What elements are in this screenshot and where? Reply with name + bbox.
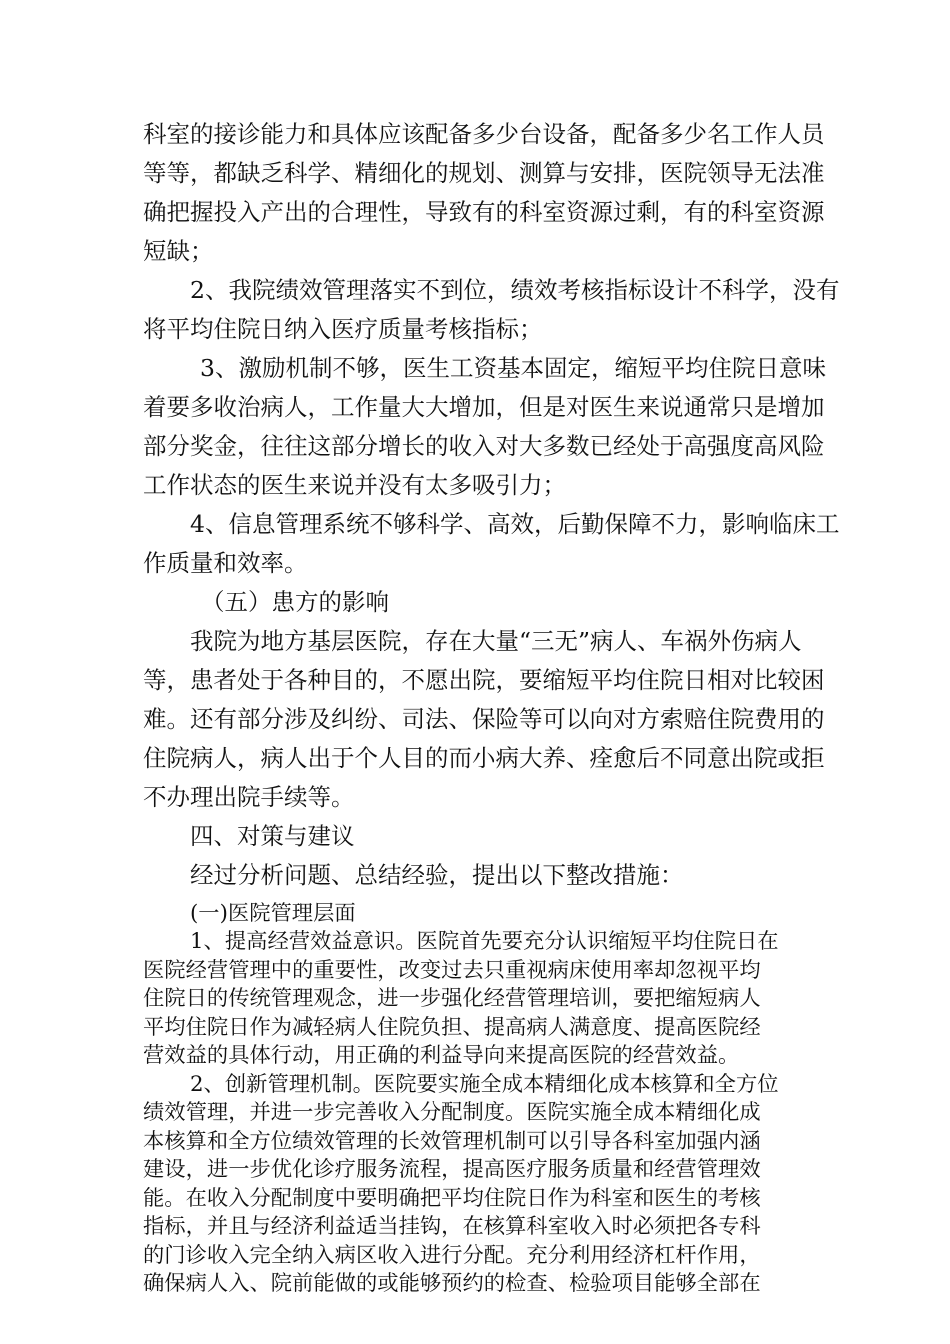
text-line: 确保病人入、院前能做的或能够预约的检查、检验项目能够全部在 [143,1271,761,1296]
text-line: 经过分析问题、总结经验，提出以下整改措施： [190,861,684,889]
text-line: 的门诊收入完全纳入病区收入进行分配。充分利用经济杠杆作用， [143,1243,761,1268]
text-line: 工作状态的医生来说并没有太多吸引力； [143,471,566,499]
text-line: 能。在收入分配制度中要明确把平均住院日作为科室和医生的考核 [143,1186,761,1211]
text-line: 短缺； [143,237,214,265]
text-line: 部分奖金，往往这部分增长的收入对大多数已经处于高强度高风险 [143,432,825,460]
text-line: 住院病人，病人出于个人目的而小病大养、痊愈后不同意出院或拒 [143,744,825,772]
text-line: 等，患者处于各种目的，不愿出院，要缩短平均住院日相对比较困 [143,666,825,694]
text-line: 指标，并且与经济利益适当挂钩，在核算科室收入时必须把各专科 [143,1214,761,1239]
text-line: 确把握投入产出的合理性，导致有的科室资源过剩，有的科室资源 [143,198,825,226]
section-heading: （五）患方的影响 [201,588,389,616]
text-line: 不办理出院手续等。 [143,783,355,811]
text-line: 平均住院日作为减轻病人住院负担、提高病人满意度、提高医院经 [143,1015,761,1040]
text-line: 营效益的具体行动，用正确的利益导向来提高医院的经营效益。 [143,1043,740,1068]
text-line: 4、信息管理系统不够科学、高效，后勤保障不力，影响临床工 [190,510,840,538]
subsection-heading: (一)医院管理层面 [190,901,356,926]
text-line: 2、创新管理机制。医院要实施全成本精细化成本核算和全方位 [190,1072,779,1097]
text-line: 等等，都缺乏科学、精细化的规划、测算与安排，医院领导无法准 [143,159,825,187]
text-line: 3、激励机制不够，医生工资基本固定，缩短平均住院日意味 [200,354,826,382]
text-line: 难。还有部分涉及纠纷、司法、保险等可以向对方索赔住院费用的 [143,705,825,733]
text-line: 医院经营管理中的重要性，改变过去只重视病床使用率却忽视平均 [143,958,761,983]
text-line: 科室的接诊能力和具体应该配备多少台设备，配备多少名工作人员 [143,120,825,148]
section-heading: 四、对策与建议 [190,822,355,850]
text-line: 本核算和全方位绩效管理的长效管理机制可以引导各科室加强内涵 [143,1129,761,1154]
text-line: 着要多收治病人，工作量大大增加，但是对医生来说通常只是增加 [143,393,825,421]
text-line: 建设，进一步优化诊疗服务流程，提高医疗服务质量和经营管理效 [143,1157,761,1182]
text-line: 2、我院绩效管理落实不到位，绩效考核指标设计不科学，没有 [190,276,840,304]
text-line: 我院为地方基层医院，存在大量“三无”病人、车祸外伤病人 [190,627,802,655]
text-line: 1、提高经营效益意识。医院首先要充分认识缩短平均住院日在 [190,929,779,954]
text-line: 将平均住院日纳入医疗质量考核指标； [143,315,543,343]
text-line: 住院日的传统管理观念，进一步强化经营管理培训，要把缩短病人 [143,986,761,1011]
text-line: 绩效管理，并进一步完善收入分配制度。医院实施全成本精细化成 [143,1100,761,1125]
text-line: 作质量和效率。 [143,549,308,577]
